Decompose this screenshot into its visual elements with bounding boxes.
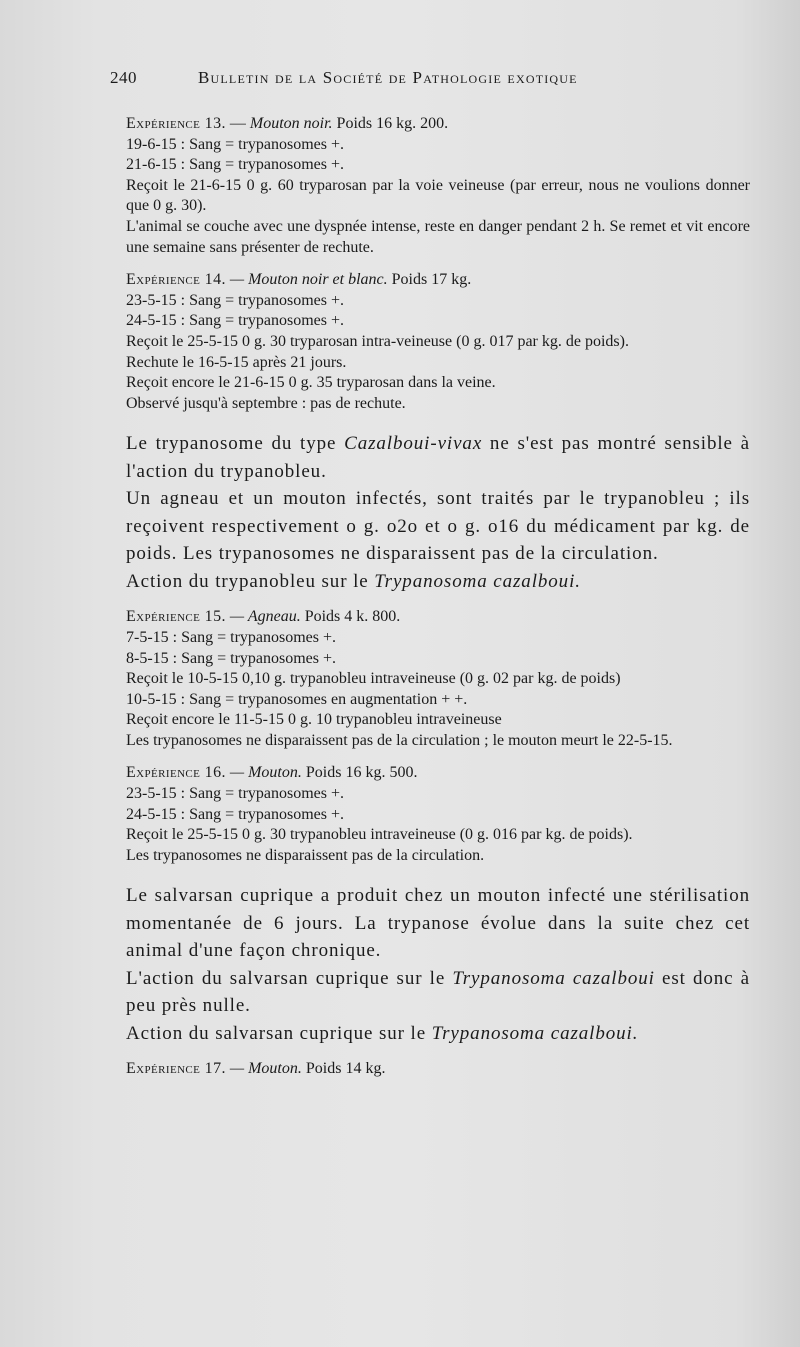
animal-description: Mouton noir. [249, 115, 333, 132]
page-body [106, 114, 750, 1080]
section-heading: Action du salvarsan cuprique sur le Trypanosoma cazalboui. [126, 1022, 639, 1044]
treatment-note: Reçoit le 25-5-15 0 g. 30 tryparosan intra-veineuse (0 g. 017 par kg. de poids). [126, 332, 629, 350]
page-number: 240 [110, 68, 137, 87]
experiment-label: Expérience 16. [126, 764, 226, 782]
paragraph: L'action du salvarsan cuprique sur le Trypanosoma cazalboui est donc à peu près nulle. [126, 967, 750, 1017]
paragraph: Le trypanosome du type Cazalboui-vivax ne s'est pas montré sensible à l'action du trypanobleu. [126, 433, 750, 482]
experiment-label: Expérience 15. [126, 608, 226, 626]
animal-weight: Poids 16 kg. 200. [336, 115, 449, 132]
blood-test-line: 24-5-15 : Sang = trypanosomes +. [126, 312, 345, 330]
animal-weight: Poids 16 kg. 500. [305, 764, 418, 782]
experiment-label: Expérience 14. [126, 271, 226, 289]
relapse-note: Rechute le 16-5-15 après 21 jours. [126, 353, 347, 371]
blood-test-line: 21-6-15 : Sang = trypanosomes +. [126, 156, 345, 174]
observation-note: Observé jusqu'à septembre : pas de rechute. [126, 394, 406, 412]
blood-test-line: 23-5-15 : Sang = trypanosomes +. [126, 291, 345, 309]
animal-description: — Agneau. [229, 608, 301, 626]
text-section-2 [106, 882, 750, 1047]
treatment-note: Reçoit encore le 11-5-15 0 g. 10 trypanobleu intraveineuse [126, 711, 502, 729]
treatment-note: Reçoit le 10-5-15 0,10 g. trypanobleu intraveineuse (0 g. 02 par kg. de poids) [126, 670, 621, 688]
blood-test-line: 7-5-15 : Sang = trypanosomes +. [126, 628, 337, 646]
experiment-17 [106, 1059, 750, 1080]
section-heading: Action du trypanobleu sur le Trypanosoma cazalboui. [126, 570, 581, 592]
blood-test-line: 19-6-15 : Sang = trypanosomes +. [126, 135, 345, 153]
journal-title: Bulletin de la Société de Pathologie exotique [198, 68, 578, 87]
species-name: Trypanosoma cazalboui. [374, 570, 581, 592]
paragraph: Le salvarsan cuprique a produit chez un mouton infecté une stérilisation momentanée de 6 jours. La trypanose évolue dans la suite chez cet animal d'une façon chronique. [126, 885, 750, 962]
species-name: Trypanosoma cazalboui [452, 967, 655, 989]
treatment-note: Reçoit encore le 21-6-15 0 g. 35 tryparosan dans la veine. [126, 374, 496, 392]
blood-test-line: 8-5-15 : Sang = trypanosomes +. [126, 649, 337, 667]
experiment-label: Expérience 17. [126, 1060, 226, 1078]
treatment-note: Reçoit le 21-6-15 0 g. 60 tryparosan par la voie veineuse (par erreur, nous ne voulions donner que 0 g. 30). [126, 176, 750, 215]
animal-weight: Poids 17 kg. [391, 271, 472, 289]
text-section-1 [106, 430, 750, 595]
running-header [110, 68, 680, 88]
animal-description: — Mouton noir et blanc. [229, 271, 388, 289]
experiment-label: Expérience 13. [126, 115, 226, 132]
animal-weight: Poids 4 k. 800. [304, 608, 401, 626]
treatment-note: Reçoit le 25-5-15 0 g. 30 trypanobleu intraveineuse (0 g. 016 par kg. de poids). [126, 826, 633, 844]
species-name: Cazalboui-vivax [344, 433, 483, 455]
paragraph: Un agneau et un mouton infectés, sont traités par le trypanobleu ; ils reçoivent respectivement o g. o2o et o g. o16 du médicament par kg. de poids. Les trypanosomes ne disparaissent pas de la circulation. [126, 488, 750, 565]
animal-description: — Mouton. [229, 1060, 302, 1078]
outcome-note: L'animal se couche avec une dyspnée intense, reste en danger pendant 2 h. Se remet et vit encore une semaine sans présenter de rechute. [126, 217, 750, 256]
outcome-note: Les trypanosomes ne disparaissent pas de la circulation. [126, 846, 485, 864]
experiment-13: Expérience 13. — Mouton noir. Poids 16 kg. 200. 19-6-15 : Sang = trypanosomes +. 21-6-15 : Sang = trypanosomes +. Reçoit le 21-6-15 0 g. 60 tryparosan par la voie veineuse (par erreur, nous ne voulions donner que 0 g. 30). L'animal se couche avec une dyspnée intense, reste en danger pendant 2 h. Se remet et vit encore une semaine sans présenter de rechute. [106, 114, 750, 258]
experiment-15 [106, 607, 750, 751]
species-name: Trypanosoma cazalboui. [431, 1022, 639, 1044]
blood-test-line: 23-5-15 : Sang = trypanosomes +. [126, 785, 345, 803]
experiment-14 [106, 270, 750, 414]
outcome-note: Les trypanosomes ne disparaissent pas de la circulation ; le mouton meurt le 22-5-15. [126, 731, 673, 749]
blood-test-line: 10-5-15 : Sang = trypanosomes en augmentation + +. [126, 690, 468, 708]
experiment-16 [106, 763, 750, 866]
blood-test-line: 24-5-15 : Sang = trypanosomes +. [126, 805, 345, 823]
animal-description: — Mouton. [229, 764, 302, 782]
animal-weight: Poids 14 kg. [305, 1060, 386, 1078]
